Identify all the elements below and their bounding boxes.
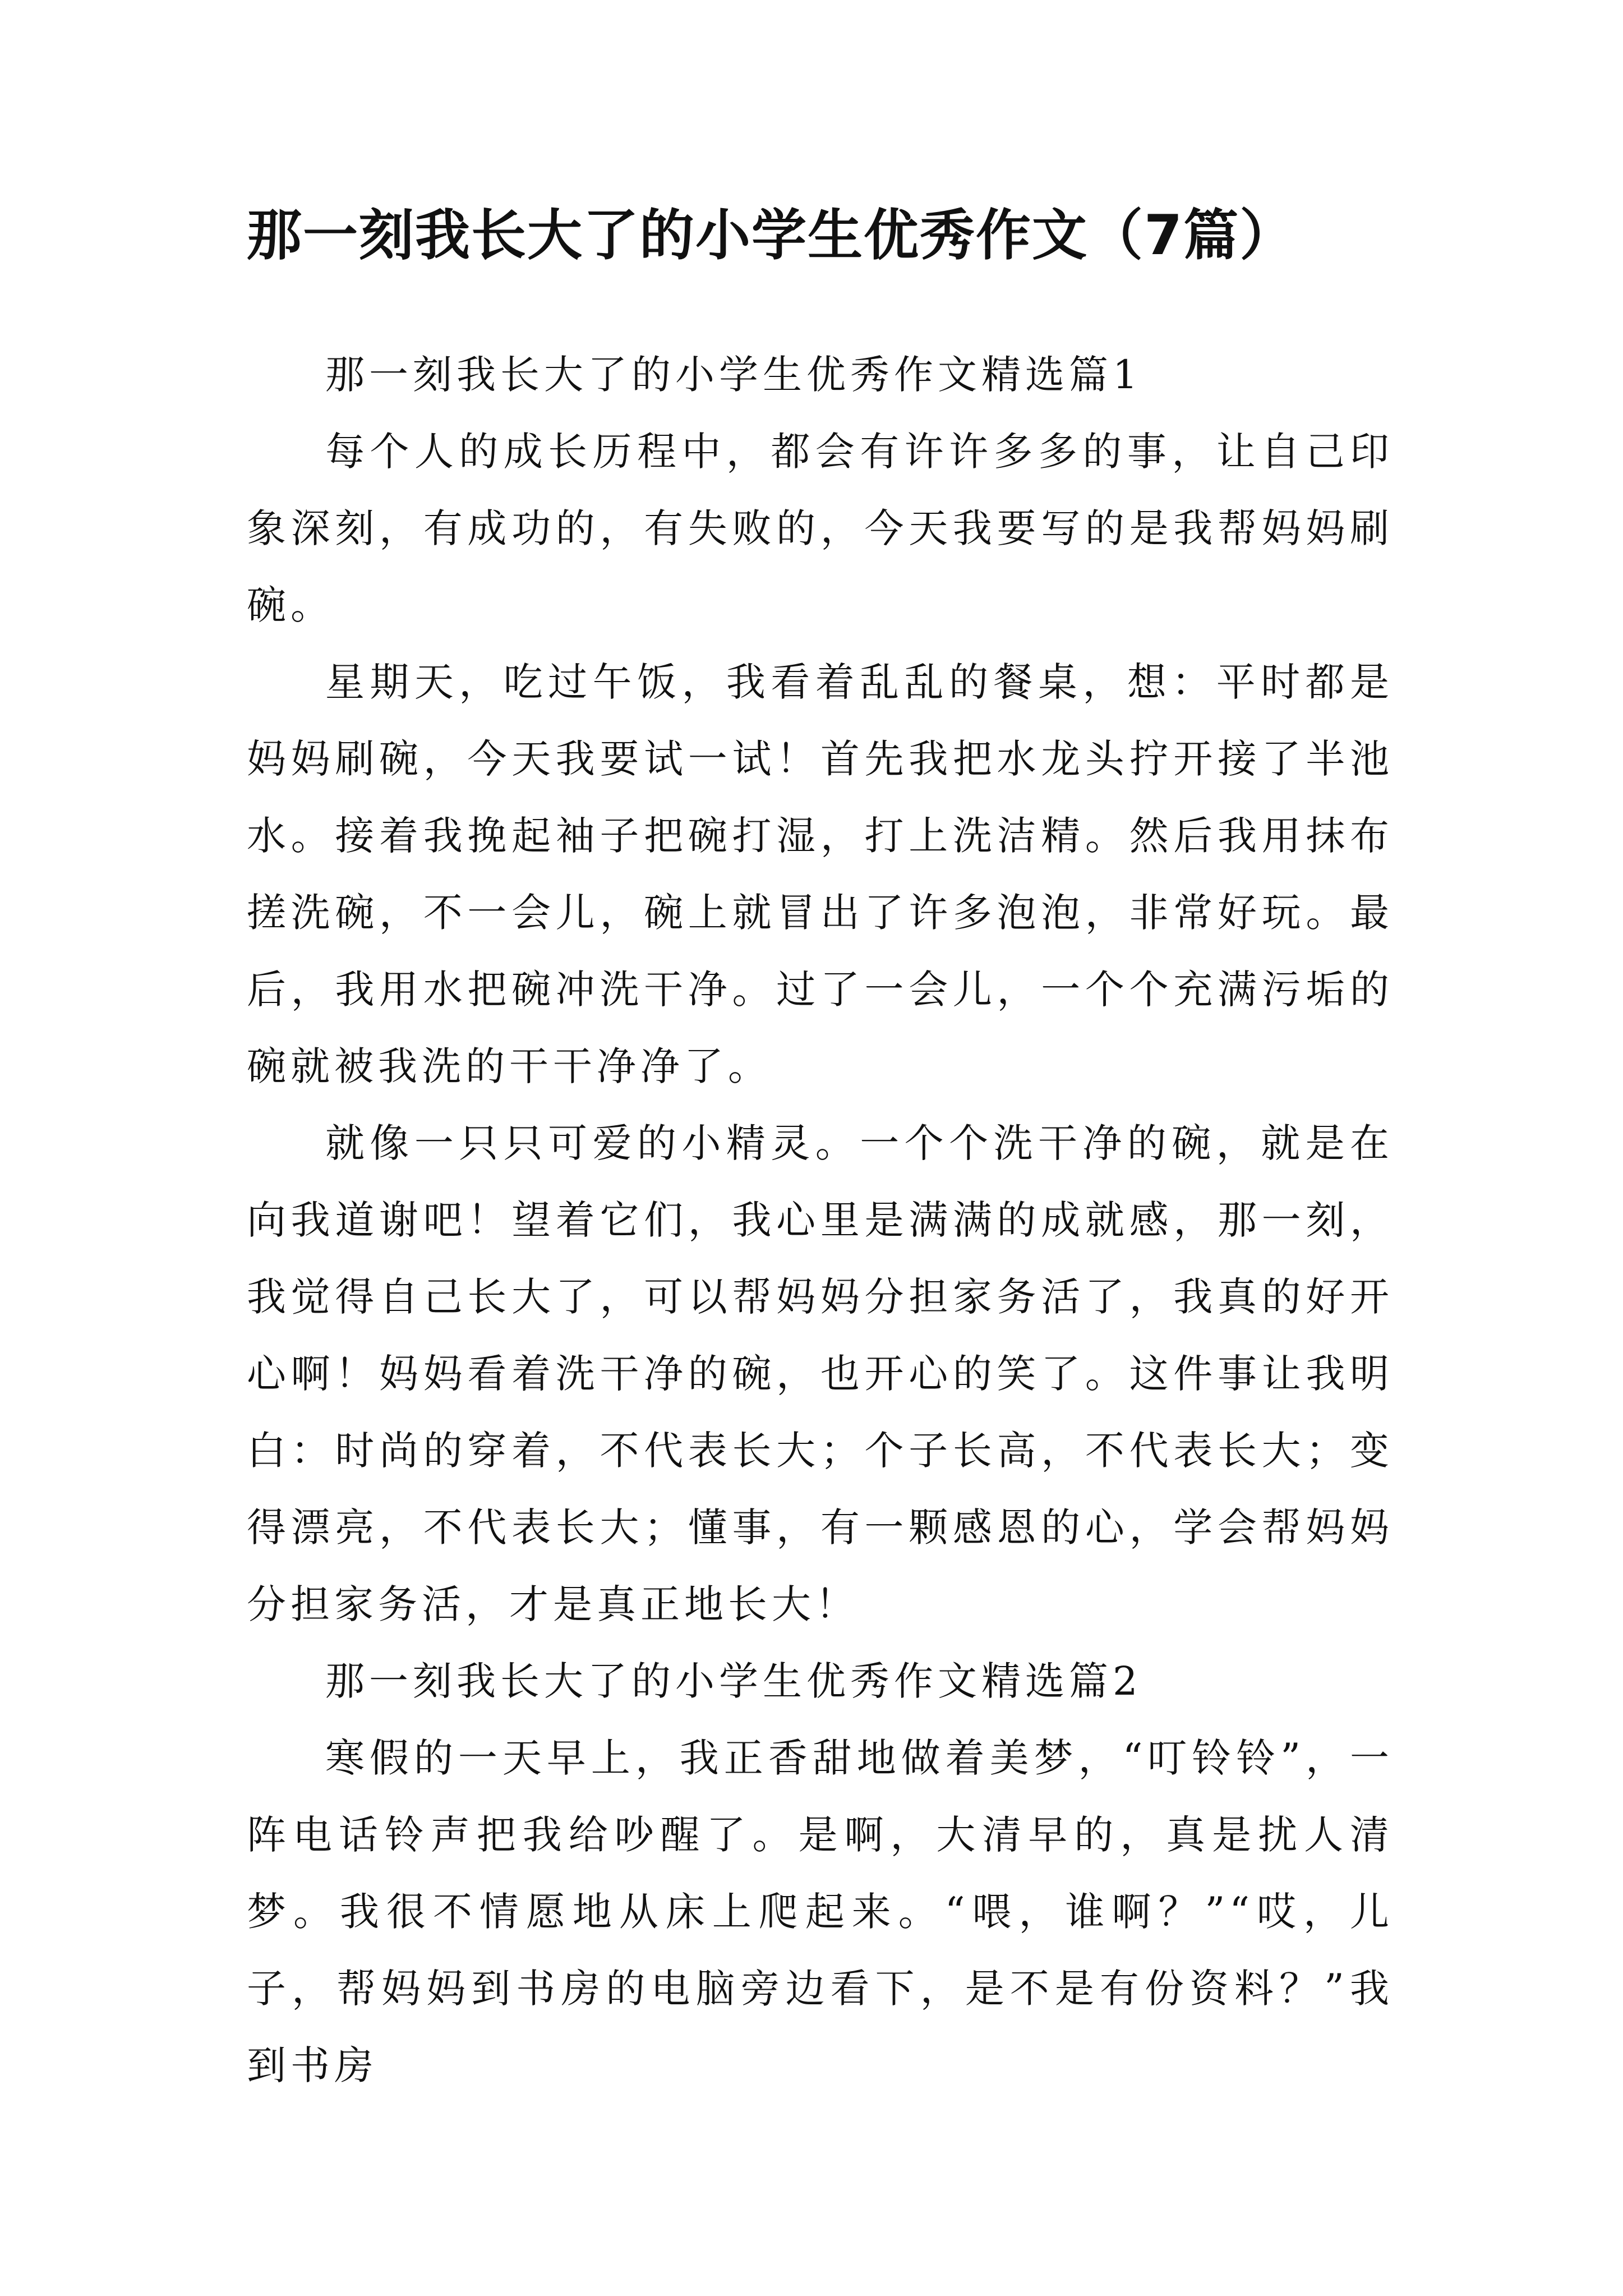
paragraph: 每个人的成长历程中，都会有许许多多的事，让自己印象深刻，有成功的，有失败的，今天我要写的是我帮妈妈刷碗。 — [247, 429, 1394, 628]
paragraph: 寒假的一天早上，我正香甜地做着美梦，“叮铃铃”，一阵电话铃声把我给吵醒了。是啊，大清早的，真是扰人清梦。我很不情愿地从床上爬起来。“喂，谁啊？”“哎，儿子，帮妈妈到书房的电脑旁边看下，是不是有份资料？”我到书房 — [247, 1735, 1394, 2088]
document-body — [247, 337, 1394, 2104]
paragraph: 就像一只只可爱的小精灵。一个个洗干净的碗，就是在向我道谢吧！望着它们，我心里是满满的成就感，那一刻，我觉得自己长大了，可以帮妈妈分担家务活了，我真的好开心啊！妈妈看着洗干净的碗，也开心的笑了。这件事让我明白：时尚的穿着，不代表长大；个子长高，不代表长大；变得漂亮，不代表长大；懂事，有一颗感恩的心，学会帮妈妈分担家务活，才是真正地长大！ — [247, 1120, 1394, 1627]
document-title: 那一刻我长大了的小学生优秀作文（7篇） — [247, 204, 1296, 268]
section-heading-2: 那一刻我长大了的小学生优秀作文精选篇2 — [325, 1658, 1142, 1704]
section-heading-1: 那一刻我长大了的小学生优秀作文精选篇1 — [325, 352, 1142, 398]
paragraph: 星期天，吃过午饭，我看着乱乱的餐桌，想：平时都是妈妈刷碗，今天我要试一试！首先我把水龙头拧开接了半池水。接着我挽起袖子把碗打湿，打上洗洁精。然后我用抹布搓洗碗，不一会儿，碗上就冒出了许多泡泡，非常好玩。最后，我用水把碗冲洗干净。过了一会儿，一个个充满污垢的碗就被我洗的干干净净了。 — [247, 659, 1394, 1089]
